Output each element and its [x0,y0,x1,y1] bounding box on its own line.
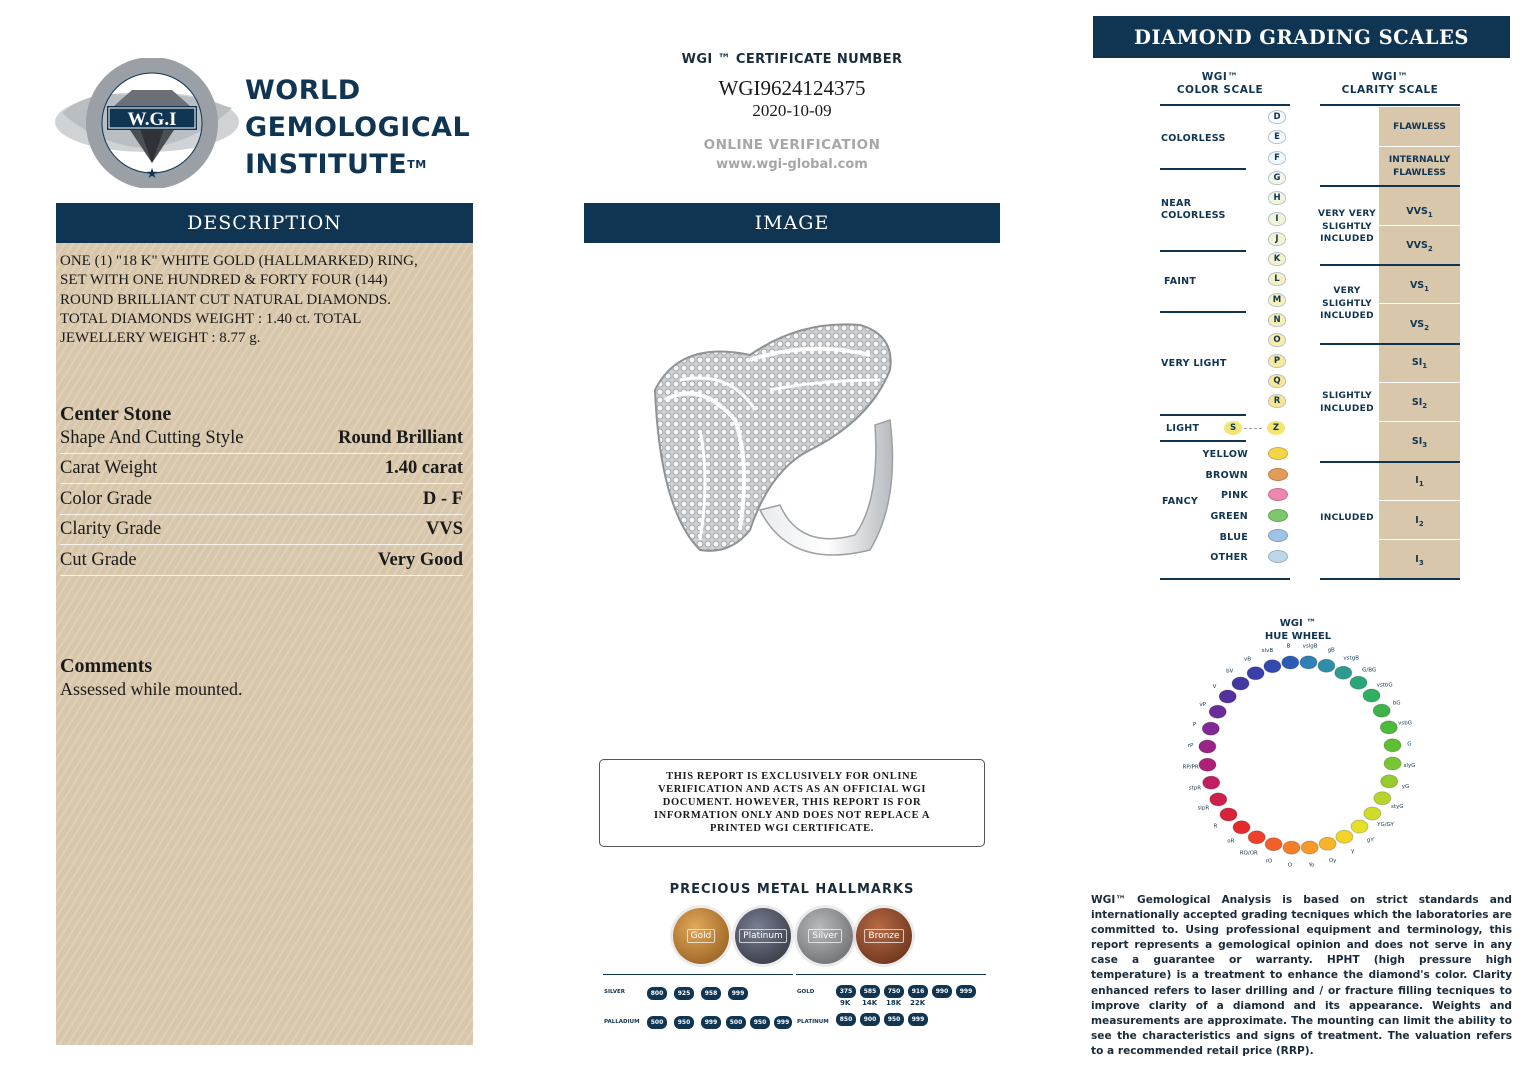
gold-seal-icon [673,908,729,964]
hue-swatch [1264,660,1281,673]
hue-wheel [1175,640,1425,870]
hue-swatch [1384,757,1401,770]
seal-label: Gold [687,929,716,943]
hue-label: B [1286,643,1291,650]
gem-k [1268,252,1286,266]
description-line: ROUND BRILLIANT CUT NATURAL DIAMONDS. [60,291,391,308]
clarity-grade-subscript: 2 [1424,323,1430,332]
bronze-seal-icon [856,908,912,964]
gold-mark: 990 [932,985,952,998]
fancy-label: FANCY [1162,496,1199,507]
color-scale-rule [1160,440,1246,442]
clarity-grade-i2 [1379,515,1460,530]
clarity-cell-divider [1379,500,1460,501]
gem-n [1268,313,1286,327]
clarity-grade-vs1 [1379,280,1460,295]
hue-swatch [1203,776,1220,789]
si-group-label [1316,390,1378,415]
clarity-grade-text: SI [1411,357,1423,368]
color-letter-column [1265,110,1291,410]
gem-p [1268,354,1286,368]
color-scale-rule [1160,578,1290,580]
hue-swatch [1351,820,1368,833]
s-z-connector [1244,428,1262,429]
gem-letter: D [1273,112,1281,122]
palladium-label: PALLADIUM [604,1019,640,1025]
hue-label: vstbG [1376,682,1393,689]
hue-label: RP/PR [1182,764,1199,771]
clarity-cell-divider [1379,539,1460,540]
spec-label: Clarity Grade [60,519,162,539]
vs-group-line: VERY [1333,286,1361,296]
fancy-pink-label: PINK [1220,490,1248,501]
gem-letter: Z [1272,423,1280,433]
clarity-grade-si2 [1379,397,1460,412]
light-label: LIGHT [1166,423,1200,434]
palladium-mark: 950 [674,1016,694,1029]
hue-label: gY [1366,837,1374,844]
colorless-label: COLORLESS [1161,133,1226,144]
hue-label: O [1287,862,1293,869]
gold-mark: 585 [860,985,880,998]
gem-l [1268,272,1286,286]
fancy-gem-column [1265,447,1291,571]
clarity-grade-subscript: 2 [1427,244,1433,253]
gem-e [1268,130,1286,144]
clarity-grade-subscript: 3 [1418,558,1424,567]
hue-label: rP [1187,742,1194,749]
gold-karat: 18K [886,999,902,1007]
gem-letter: K [1273,254,1281,265]
seal-label: Silver [808,929,841,943]
hue-swatch [1319,837,1336,850]
hue-wheel-title-line2: HUE WHEEL [1264,631,1332,642]
hue-label: P [1192,721,1197,728]
vvs-group-label [1316,208,1378,246]
spec-label: Shape And Cutting Style [60,428,244,448]
palladium-mark: 999 [774,1016,792,1029]
gem-letter: E [1274,132,1280,143]
hue-label: V [1212,683,1217,690]
fancy-gem-pink-icon [1268,488,1288,501]
gem-s [1224,421,1242,435]
hue-swatch [1283,841,1300,854]
si-group-line: INCLUDED [1320,403,1374,414]
spec-value: 1.40 carat [384,458,463,478]
spec-value: Round Brilliant [338,428,463,448]
hue-swatch [1364,807,1381,820]
hue-swatch [1318,659,1335,672]
description-line: ONE (1) "18 K" WHITE GOLD (HALLMARKED) RING, [60,253,418,269]
silver-mark: 999 [728,987,748,1000]
near-label: NEAR [1161,198,1192,209]
hue-swatch [1219,690,1236,703]
clarity-grade-subscript: 2 [1422,401,1428,410]
clarity-flawless: FLAWLESS [1393,122,1446,132]
description-heading: DESCRIPTION [56,203,473,243]
clarity-grade-subscript: 1 [1427,210,1433,219]
fancy-gem-green-icon [1268,509,1288,522]
clarity-cell-divider [1379,382,1460,383]
silver-seal-icon [797,908,853,964]
notice-line: DOCUMENT. HOWEVER, THIS REPORT IS FOR [662,797,922,808]
online-verification-label: ONLINE VERIFICATION [703,137,881,153]
clarity-internally-flawless [1379,154,1460,180]
ring-image [640,300,920,600]
clarity-rule [1320,104,1460,106]
spec-label: Cut Grade [60,550,137,570]
hue-label: bG [1392,700,1401,707]
palladium-mark: 999 [701,1016,721,1029]
clarity-grade-vvs1 [1379,206,1460,221]
hue-swatch [1363,689,1380,702]
hue-label: vP [1199,701,1206,708]
near-colorless-label: COLORLESS [1161,210,1226,221]
notice-line: THIS REPORT IS EXCLUSIVELY FOR ONLINE [666,771,918,782]
vvs-group-line: INCLUDED [1320,234,1374,244]
hue-swatch [1210,793,1227,806]
gold-mark: 999 [956,985,976,998]
hue-swatch [1336,830,1353,843]
hue-swatch [1373,704,1390,717]
hue-swatch [1199,758,1216,771]
color-scale-title-line1: WGI™ [1201,71,1239,83]
notice-line: INFORMATION ONLY AND DOES NOT REPLACE A [653,810,931,821]
spec-label: Color Grade [60,489,152,509]
gem-letter: F [1274,152,1280,163]
clarity-grade-text: I [1415,475,1419,486]
description-panel [56,243,473,1045]
clarity-grade-text: VS [1409,280,1425,291]
fancy-green-label: GREEN [1210,511,1248,522]
hue-swatch [1220,808,1237,821]
clarity-cell-divider [1379,146,1460,147]
clarity-scale-title-line2: CLARITY SCALE [1341,84,1439,96]
spec-value: Very Good [377,550,463,570]
institute-name [245,72,485,183]
vs-group-line: SLIGHTLY [1322,298,1372,309]
platinum-mark: 999 [908,1013,928,1026]
silver-mark: 800 [647,987,667,1000]
clarity-grade-subscript: 1 [1422,361,1428,370]
clarity-cell-divider [1379,421,1460,422]
gem-i [1268,212,1286,226]
hue-swatch [1384,739,1401,752]
image-heading: IMAGE [584,203,1000,243]
seal-label: Bronze [864,929,903,943]
si-group-line: SLIGHTLY [1322,391,1372,401]
hue-swatch [1300,656,1317,669]
gem-letter: R [1273,396,1281,407]
clarity-scale-title-line1: WGI™ [1371,71,1409,83]
faint-label: FAINT [1164,276,1197,287]
very-light-label: VERY LIGHT [1161,358,1227,369]
gold-karat: 14K [862,999,878,1007]
color-scale-rule [1160,250,1246,252]
clarity-grade-text: I [1415,554,1419,565]
hue-label: Y [1350,849,1355,856]
palladium-mark: 500 [726,1016,746,1029]
color-scale-title [1160,71,1280,97]
hue-label: vB [1243,656,1252,663]
hue-swatch [1232,677,1249,690]
gem-letter: O [1273,335,1281,346]
hue-swatch [1380,721,1397,734]
hue-swatch [1282,656,1299,669]
hue-label: G [1407,741,1412,748]
gem-letter: I [1275,213,1279,224]
clarity-rule [1320,343,1460,345]
gem-q [1268,374,1286,388]
gem-letter: H [1273,193,1281,204]
hue-label: R [1213,823,1218,830]
clarity-grade-si3 [1379,436,1460,451]
hue-label: Oy [1328,858,1337,865]
gem-h [1268,191,1286,205]
gem-d [1268,110,1286,124]
vs-group-label [1316,285,1378,323]
gem-letter: M [1272,294,1282,305]
gold-mark: 375 [836,985,856,998]
hallmarks-title: PRECIOUS METAL HALLMARKS [669,882,915,897]
palladium-mark: 950 [750,1016,770,1029]
hue-label: oR [1227,838,1235,845]
hue-swatch [1335,666,1352,679]
hue-swatch [1301,841,1318,854]
clarity-grade-vvs2 [1379,240,1460,255]
description-line: JEWELLERY WEIGHT : 8.77 g. [60,330,261,347]
hue-label: vsbG [1398,720,1413,727]
fancy-brown-label: BROWN [1205,470,1248,481]
platinum-mark: 900 [860,1013,880,1026]
spec-row-shape [60,424,463,454]
fancy-blue-label: BLUE [1219,532,1248,543]
gem-letter: S [1229,423,1237,433]
vs-group-line: INCLUDED [1320,311,1374,321]
certificate-date: 2020-10-09 [752,101,832,120]
gem-letter: L [1274,274,1280,285]
spec-row-cut [60,546,463,576]
hue-label: vstgB [1343,655,1359,662]
hue-swatch [1248,831,1265,844]
palladium-mark: 500 [647,1016,667,1029]
wgi-logo [52,58,242,188]
silver-mark: 958 [701,987,721,1000]
spec-label: Carat Weight [60,458,158,478]
certificate-label: WGI ™ CERTIFICATE NUMBER [681,52,903,67]
gold-mark: 916 [908,985,928,998]
clarity-rule [1320,578,1460,580]
verification-url[interactable]: www.wgi-global.com [716,157,868,172]
spec-row-color [60,485,463,515]
included-group-label: INCLUDED [1320,513,1374,523]
gem-letter: Q [1273,375,1281,386]
certificate-number: WGI9624124375 [718,76,866,100]
hue-swatch [1247,667,1264,680]
description-text [60,252,460,348]
gold-label: GOLD [797,989,815,995]
hue-swatch [1202,722,1219,735]
vvs-group-line: VERY VERY [1318,209,1376,219]
hue-swatch [1350,676,1367,689]
clarity-grade-text: VVS [1406,240,1428,251]
hue-swatch [1199,740,1216,753]
clarity-cell-divider [1379,303,1460,304]
hue-label: slyG [1403,763,1416,770]
clarity-grade-subscript: 1 [1424,284,1430,293]
color-scale-rule [1160,104,1290,106]
fancy-gem-blue-icon [1268,529,1288,542]
hue-label: gB [1327,647,1335,654]
clarity-rule [1320,461,1460,463]
logo-seal-text: W.G.I [127,109,177,130]
platinum-mark: 950 [884,1013,904,1026]
vvs-group-line: SLIGHTLY [1322,221,1372,232]
logo-tm: TM [407,158,427,171]
spec-value: VVS [425,519,463,539]
clarity-grade-line: INTERNALLY [1388,155,1451,165]
clarity-grade-line: FLAWLESS [1393,168,1446,178]
color-scale-rule [1160,311,1246,313]
hue-label: stpR [1188,785,1202,792]
clarity-grade-subscript: 1 [1418,479,1424,488]
clarity-scale-title [1320,71,1460,97]
gem-m [1268,293,1286,307]
comments-title: Comments [60,655,153,677]
hue-wheel-title-line1: WGI ™ [1279,618,1317,629]
logo-emblem-icon [52,58,242,188]
gold-karat: 22K [910,999,926,1007]
logo-name-line2: GEMOLOGICAL [245,112,471,143]
hallmark-divider [603,974,793,975]
hallmark-divider [796,974,986,975]
spec-row-carat [60,454,463,484]
clarity-grade-text: SI [1411,436,1423,447]
hue-swatch [1381,775,1398,788]
silver-mark: 925 [674,987,694,1000]
hue-label: slvB [1261,647,1274,654]
logo-name-line1: WORLD [245,75,361,106]
gold-mark: 750 [884,985,904,998]
platinum-label: PLATINUM [797,1019,829,1025]
disclaimer-text: WGI™ Gemological Analysis is based on strict standards and internationally accepted grading tecniques which the laboratories are committed to. Using professional equipment and terminology, this report represents a gemological opinion and does not serve in any case a guarantee or warranty. HPHT (high pressure high temperature) is a treatment to enhance the diamond's color. Clarity enhanced refers to laser drilling and / or fracture filling tecniques to improve clarity of a diamond and its appearance. Weights and measurements are approximate. The mounting can limit the ability to see the characteristics and signs of treatment. The valuation refers to a recommended retail price (RRP). [1091,894,1512,1057]
clarity-grade-text: VS [1409,319,1425,330]
silver-label: SILVER [604,989,626,995]
platinum-seal-icon [735,908,791,964]
color-scale-rule [1160,168,1246,170]
clarity-grade-vs2 [1379,319,1460,334]
clarity-grade-text: SI [1411,397,1423,408]
hue-label: rO [1265,858,1273,865]
logo-name-line3: INSTITUTE [245,149,408,180]
hue-label: vslgB [1302,643,1318,650]
clarity-grade-text: VVS [1406,206,1428,217]
gem-j [1268,232,1286,246]
grading-scales-heading: DIAMOND GRADING SCALES [1093,16,1510,58]
gem-letter: P [1273,355,1281,366]
hue-label: RO/OR [1239,850,1258,857]
gem-g [1268,171,1286,185]
platinum-mark: 850 [836,1013,856,1026]
hue-label: YG/GY [1377,822,1394,829]
clarity-grade-subscript: 3 [1422,440,1428,449]
gem-f [1268,151,1286,165]
hue-swatch [1265,838,1282,851]
clarity-grade-text: I [1415,515,1419,526]
gem-letter: N [1273,315,1281,325]
gem-r [1268,394,1286,408]
spec-value: D - F [422,489,463,509]
hue-label: styG [1391,804,1404,811]
gold-karat: 9K [840,999,851,1007]
clarity-grade-si1 [1379,357,1460,372]
gem-letter: G [1273,172,1281,183]
clarity-rule [1320,264,1460,266]
fancy-other-label: OTHER [1210,552,1248,563]
fancy-gem-other-icon [1268,550,1288,563]
comments-text: Assessed while mounted. [60,679,243,699]
svg-text:★: ★ [145,167,159,182]
notice-line: PRINTED WGI CERTIFICATE. [710,823,874,834]
hue-swatch [1374,792,1391,805]
fancy-gem-yellow-icon [1268,447,1288,460]
clarity-grade-i1 [1379,475,1460,490]
description-line: TOTAL DIAMONDS WEIGHT : 1.40 ct. TOTAL [60,310,362,327]
seal-label: Platinum [739,929,787,943]
gem-o [1268,333,1286,347]
color-scale-rule [1160,414,1246,416]
clarity-cell-divider [1379,225,1460,226]
diamond-ring-icon [640,300,920,600]
center-stone-title: Center Stone [60,403,172,425]
gem-z [1267,421,1285,435]
verification-notice [599,759,985,847]
hue-label: Yo [1308,862,1315,869]
notice-line: VERIFICATION AND ACTS AS AN OFFICIAL WGI [657,784,927,795]
hue-label: yG [1401,784,1410,791]
spec-row-clarity [60,515,463,545]
fancy-gem-brown-icon [1268,468,1288,481]
hue-label: bV [1226,668,1234,675]
fancy-yellow-label: YELLOW [1202,449,1248,460]
color-scale-title-line2: COLOR SCALE [1176,84,1264,96]
hue-label: G/BG [1362,667,1377,674]
gem-letter: J [1275,233,1279,244]
description-line: SET WITH ONE HUNDRED & FORTY FOUR (144) [60,272,388,289]
hue-swatch [1209,705,1226,718]
hue-swatch [1233,821,1250,834]
hue-label: slpR [1197,805,1210,812]
clarity-grade-subscript: 2 [1418,519,1424,528]
clarity-grade-i3 [1379,554,1460,569]
clarity-rule [1320,185,1460,187]
